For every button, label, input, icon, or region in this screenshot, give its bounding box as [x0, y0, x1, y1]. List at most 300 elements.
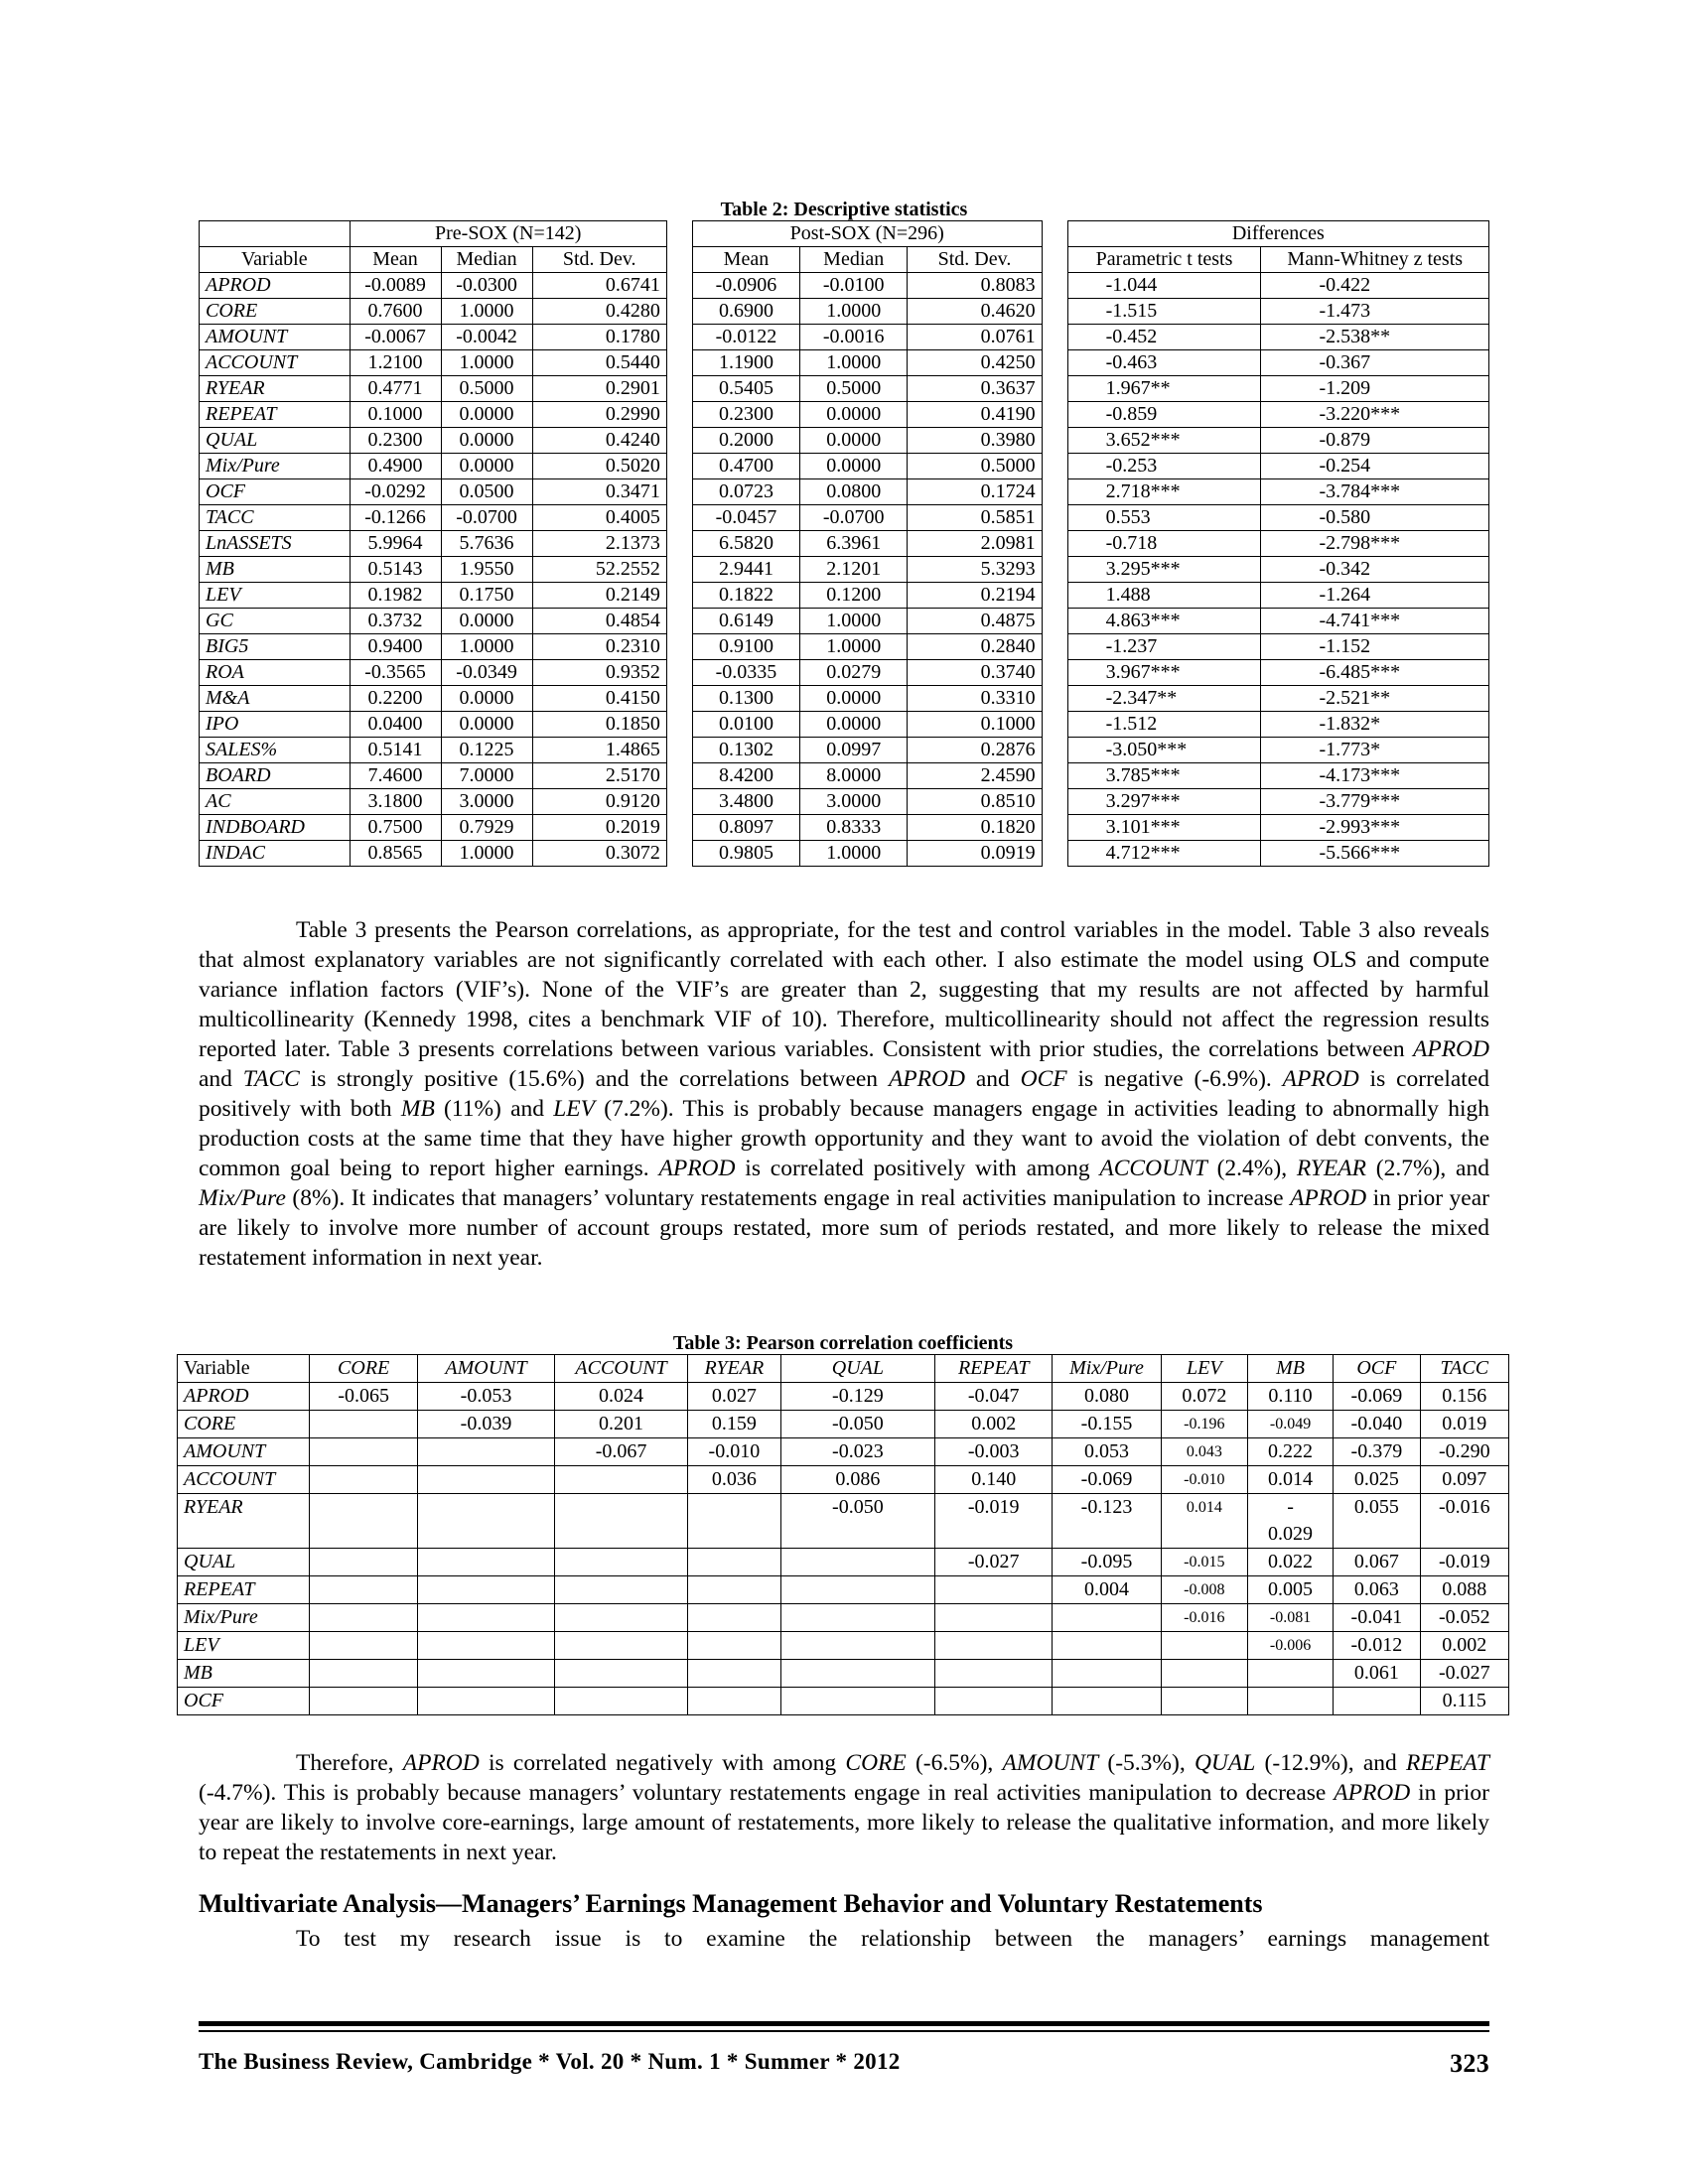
variable-name-cell: LEV	[178, 1632, 310, 1660]
table-cell	[1334, 1688, 1420, 1715]
table-cell: 0.1000	[908, 712, 1042, 738]
table-cell: 4.863***	[1067, 609, 1261, 634]
table-cell: 0.036	[688, 1466, 780, 1494]
table-cell: -0.003	[935, 1438, 1053, 1466]
table-cell: -2.538**	[1261, 325, 1489, 350]
table-cell: 0.5440	[532, 350, 666, 376]
variable-name-cell: GC	[200, 609, 351, 634]
table-cell: 0.6900	[692, 299, 799, 325]
table-cell: 0.115	[1420, 1688, 1508, 1715]
table-cell: 0.2000	[692, 428, 799, 454]
table-cell: -0.041	[1334, 1604, 1420, 1632]
variable-name-cell: AC	[200, 789, 351, 815]
variable-name-cell: QUAL	[178, 1549, 310, 1576]
table-cell: -0.049	[1247, 1411, 1333, 1438]
col-header: OCF	[1334, 1355, 1420, 1383]
table-cell: -1.473	[1261, 299, 1489, 325]
table-cell: -3.784***	[1261, 479, 1489, 505]
table-cell: 0.3980	[908, 428, 1042, 454]
table-cell: -0.027	[1420, 1660, 1508, 1688]
table-cell: 0.002	[1420, 1632, 1508, 1660]
table-cell: 0.2990	[532, 402, 666, 428]
table-cell: -0.367	[1261, 350, 1489, 376]
table-cell: 0.4771	[350, 376, 441, 402]
table-cell: 0.0500	[441, 479, 532, 505]
table-cell: 6.5820	[692, 531, 799, 557]
variable-name-cell: BIG5	[200, 634, 351, 660]
table-cell: 0.8333	[800, 815, 908, 841]
table-cell: 0.0723	[692, 479, 799, 505]
variable-name-cell: REPEAT	[200, 402, 351, 428]
table-cell: 0.053	[1053, 1438, 1161, 1466]
table-cell: 5.7636	[441, 531, 532, 557]
table-cell	[310, 1576, 418, 1604]
col-header: ACCOUNT	[554, 1355, 687, 1383]
table-cell: -2.521**	[1261, 686, 1489, 712]
col-header: Median	[800, 247, 908, 273]
col-header: RYEAR	[688, 1355, 780, 1383]
table-row	[178, 1466, 1509, 1494]
variable-name-cell: MB	[200, 557, 351, 583]
table-cell	[780, 1660, 935, 1688]
variable-name-cell: REPEAT	[178, 1576, 310, 1604]
table-cell: -0.155	[1053, 1411, 1161, 1438]
table-cell: 2.0981	[908, 531, 1042, 557]
table-cell: 0.0279	[800, 660, 908, 686]
col-header: REPEAT	[935, 1355, 1053, 1383]
table-row	[178, 1576, 1509, 1604]
table-row	[200, 299, 1489, 325]
table-cell	[554, 1549, 687, 1576]
table-row	[200, 583, 1489, 609]
table-cell: 0.0997	[800, 738, 908, 763]
variable-name-cell: ACCOUNT	[178, 1466, 310, 1494]
table-cell: 0.1225	[441, 738, 532, 763]
col-header: Mix/Pure	[1053, 1355, 1161, 1383]
pearson-correlation-table	[177, 1354, 1509, 1715]
table-cell: 0.9352	[532, 660, 666, 686]
page-number: 323	[1450, 2049, 1489, 2078]
table-cell: 0.5141	[350, 738, 441, 763]
variable-name-cell: APROD	[178, 1383, 310, 1411]
table-cell: -1.209	[1261, 376, 1489, 402]
table-cell: 0.063	[1334, 1576, 1420, 1604]
table-cell: -0.050	[780, 1411, 935, 1438]
table-cell	[688, 1604, 780, 1632]
table-cell	[418, 1549, 555, 1576]
table-cell: -0.019	[935, 1494, 1053, 1549]
table-cell: 0.4250	[908, 350, 1042, 376]
table-cell: 0.7500	[350, 815, 441, 841]
table-cell: -0.3565	[350, 660, 441, 686]
table-cell: 0.4190	[908, 402, 1042, 428]
table-cell: -0.010	[1161, 1466, 1247, 1494]
table-cell: -0.053	[418, 1383, 555, 1411]
variable-name-cell: AMOUNT	[178, 1438, 310, 1466]
table-row	[178, 1383, 1509, 1411]
table-cell: 0.4900	[350, 454, 441, 479]
table-cell: 0.4240	[532, 428, 666, 454]
table-cell: -0.0300	[441, 273, 532, 299]
table-cell: 0.0000	[441, 712, 532, 738]
table-cell: 0.2840	[908, 634, 1042, 660]
col-header: AMOUNT	[418, 1355, 555, 1383]
table-cell: 0.004	[1053, 1576, 1161, 1604]
table-cell: 0.201	[554, 1411, 687, 1438]
variable-name-cell: INDBOARD	[200, 815, 351, 841]
table-cell: 0.0000	[800, 428, 908, 454]
table-cell: -0.039	[418, 1411, 555, 1438]
table-cell	[935, 1688, 1053, 1715]
table-cell: 0.2901	[532, 376, 666, 402]
table-cell: -0.040	[1334, 1411, 1420, 1438]
descriptive-statistics-table	[199, 220, 1489, 867]
table-cell: 0.6741	[532, 273, 666, 299]
col-header: MB	[1247, 1355, 1333, 1383]
table-cell	[1247, 1494, 1333, 1549]
table-cell: 0.8097	[692, 815, 799, 841]
table-cell: 0.1302	[692, 738, 799, 763]
table-cell: 0.8510	[908, 789, 1042, 815]
section-heading: Multivariate Analysis—Managers’ Earnings Management Behavior and Voluntary Restatements	[199, 1889, 1263, 1918]
table-cell	[935, 1632, 1053, 1660]
table-cell: 0.3637	[908, 376, 1042, 402]
table-cell	[310, 1411, 418, 1438]
table-row	[178, 1688, 1509, 1715]
table-cell: 0.3471	[532, 479, 666, 505]
table-cell: -0.0067	[350, 325, 441, 350]
table-cell: 0.1850	[532, 712, 666, 738]
variable-name-cell: RYEAR	[200, 376, 351, 402]
table-cell	[418, 1660, 555, 1688]
table-cell: -0.012	[1334, 1632, 1420, 1660]
table-cell-line: -	[1287, 1496, 1294, 1518]
table-cell: 0.061	[1334, 1660, 1420, 1688]
table-cell: -5.566***	[1261, 841, 1489, 867]
col-header: CORE	[310, 1355, 418, 1383]
table-cell: 0.222	[1247, 1438, 1333, 1466]
table-cell	[1053, 1604, 1161, 1632]
table-cell: 0.014	[1161, 1494, 1247, 1549]
table-cell: 0.553	[1067, 505, 1261, 531]
table-cell: 0.1820	[908, 815, 1042, 841]
table-cell: 1.2100	[350, 350, 441, 376]
table-row	[200, 763, 1489, 789]
table-cell	[310, 1494, 418, 1549]
table-cell	[1053, 1660, 1161, 1688]
table-cell: -0.129	[780, 1383, 935, 1411]
variable-name-cell: M&A	[200, 686, 351, 712]
table-cell: 7.0000	[441, 763, 532, 789]
table-cell: -0.069	[1334, 1383, 1420, 1411]
table-cell: -0.065	[310, 1383, 418, 1411]
table-cell: 1.1900	[692, 350, 799, 376]
variable-name-cell: IPO	[200, 712, 351, 738]
table-cell: 2.9441	[692, 557, 799, 583]
table-cell: 0.2019	[532, 815, 666, 841]
table-cell: -6.485***	[1261, 660, 1489, 686]
col-header: Std. Dev.	[908, 247, 1042, 273]
table-cell: 6.3961	[800, 531, 908, 557]
table-row	[200, 428, 1489, 454]
table-cell: -0.067	[554, 1438, 687, 1466]
table-cell: 0.9120	[532, 789, 666, 815]
table-cell: 52.2552	[532, 557, 666, 583]
table-cell: 0.0000	[800, 454, 908, 479]
table-row	[200, 609, 1489, 634]
table-cell	[418, 1466, 555, 1494]
variable-name-cell: QUAL	[200, 428, 351, 454]
table-cell	[310, 1660, 418, 1688]
table-cell: 7.4600	[350, 763, 441, 789]
table-cell: 0.1300	[692, 686, 799, 712]
table-cell: 4.712***	[1067, 841, 1261, 867]
table-cell	[418, 1494, 555, 1549]
table-cell: 0.072	[1161, 1383, 1247, 1411]
table-cell: -0.008	[1161, 1576, 1247, 1604]
table-cell: 0.0000	[441, 428, 532, 454]
table-cell: 0.0100	[692, 712, 799, 738]
col-header: Std. Dev.	[532, 247, 666, 273]
table-row	[200, 634, 1489, 660]
table-cell: -1.512	[1067, 712, 1261, 738]
table-cell: 0.1200	[800, 583, 908, 609]
table-cell: 0.8565	[350, 841, 441, 867]
table-row	[200, 273, 1489, 299]
table-cell: 0.4150	[532, 686, 666, 712]
table-cell	[780, 1632, 935, 1660]
variable-name-cell: SALES%	[200, 738, 351, 763]
table-cell: 2.5170	[532, 763, 666, 789]
table-cell: 3.652***	[1067, 428, 1261, 454]
variable-name-cell: CORE	[178, 1411, 310, 1438]
table-cell: 0.5000	[800, 376, 908, 402]
table-cell	[688, 1632, 780, 1660]
table-cell: 0.019	[1420, 1411, 1508, 1438]
table-cell: -0.0335	[692, 660, 799, 686]
table-cell: -0.1266	[350, 505, 441, 531]
table-cell	[1247, 1660, 1333, 1688]
table-cell: -0.253	[1067, 454, 1261, 479]
table-cell: 0.0000	[441, 609, 532, 634]
table-cell: -0.0700	[441, 505, 532, 531]
table-cell: 3.4800	[692, 789, 799, 815]
table-cell	[1161, 1660, 1247, 1688]
post-sox-header: Post-SOX (N=296)	[692, 221, 1042, 247]
variable-name-cell: CORE	[200, 299, 351, 325]
table-cell: -0.015	[1161, 1549, 1247, 1576]
table-cell: -0.019	[1420, 1549, 1508, 1576]
variable-name-cell: LnASSETS	[200, 531, 351, 557]
table-cell: 0.4875	[908, 609, 1042, 634]
table-cell: 8.4200	[692, 763, 799, 789]
table-row	[200, 712, 1489, 738]
table-cell: 8.0000	[800, 763, 908, 789]
table-cell: 0.4700	[692, 454, 799, 479]
negative-correlation-paragraph: Therefore, APROD is correlated negatively with among CORE (-6.5%), AMOUNT (-5.3%), QUAL (-12.9%), and REPEAT (-4.7%). This is probably because managers’ voluntary restatements engage in real activities manipulation to decrease APROD in prior year are likely to involve core-earnings, large amount of restatements, more likely to release the qualitative information, and more likely to repeat the restatements in next year.	[199, 1750, 1489, 1865]
table-cell: 0.140	[935, 1466, 1053, 1494]
table-cell: -1.773*	[1261, 738, 1489, 763]
table-cell: -0.254	[1261, 454, 1489, 479]
table-cell: 3.101***	[1067, 815, 1261, 841]
table-row	[200, 815, 1489, 841]
table-cell	[935, 1660, 1053, 1688]
table-row	[200, 350, 1489, 376]
table-cell: 1.0000	[800, 841, 908, 867]
table-cell: -3.220***	[1261, 402, 1489, 428]
table-cell	[935, 1576, 1053, 1604]
variable-name-cell: ACCOUNT	[200, 350, 351, 376]
table-cell: 0.1750	[441, 583, 532, 609]
table-cell: 1.0000	[800, 609, 908, 634]
table-cell: -1.264	[1261, 583, 1489, 609]
pre-sox-header: Pre-SOX (N=142)	[350, 221, 666, 247]
table-cell: -0.069	[1053, 1466, 1161, 1494]
table-cell	[554, 1688, 687, 1715]
table-cell: -0.081	[1247, 1604, 1333, 1632]
table-cell	[418, 1688, 555, 1715]
table-cell: 0.0800	[800, 479, 908, 505]
table-row	[178, 1438, 1509, 1466]
table-cell: 1.0000	[800, 299, 908, 325]
table-cell: 0.0919	[908, 841, 1042, 867]
table-cell: -0.0906	[692, 273, 799, 299]
variable-name-cell: RYEAR	[178, 1494, 310, 1549]
correlation-discussion-paragraph: Table 3 presents the Pearson correlations, as appropriate, for the test and control variables in the model. Table 3 also reveals that almost explanatory variables are not significantly correlated with each other. I also estimate the model using OLS and compute variance inflation factors (VIF’s). None of the VIF’s are greater than 2, suggesting that my results are not affected by harmful multicollinearity (Kennedy 1998, cites a benchmark VIF of 10). Therefore, multicollinearity should not affect the regression results reported later. Table 3 presents correlations between various variables. Consistent with prior studies, the correlations between APROD and TACC is strongly positive (15.6%) and the correlations between APROD and OCF is negative (-6.9%). APROD is correlated positively with both MB (11%) and LEV (7.2%). This is probably because managers engage in activities leading to abnormally high production costs at the same time that they have higher growth opportunity and they want to avoid the violation of debt convents, the common goal being to report higher earnings. APROD is correlated positively with among ACCOUNT (2.4%), RYEAR (2.7%), and Mix/Pure (8%). It indicates that managers’ voluntary restatements engage in real activities manipulation to increase APROD in prior year are likely to involve more number of account groups restated, more sum of periods restated, and more likely to release the mixed restatement information in next year.	[199, 917, 1490, 1271]
table-cell: 5.9964	[350, 531, 441, 557]
table3-caption: Table 3: Pearson correlation coefficients	[672, 1332, 1014, 1354]
table-cell	[310, 1688, 418, 1715]
table-cell: 0.025	[1334, 1466, 1420, 1494]
table-cell: -0.0122	[692, 325, 799, 350]
table-cell: 3.967***	[1067, 660, 1261, 686]
differences-header: Differences	[1067, 221, 1488, 247]
table-cell: 0.4620	[908, 299, 1042, 325]
table-cell: -0.006	[1247, 1632, 1333, 1660]
table-cell	[418, 1604, 555, 1632]
table-cell	[310, 1438, 418, 1466]
table-cell: 0.7929	[441, 815, 532, 841]
table-cell: -1.152	[1261, 634, 1489, 660]
table-cell: 0.3310	[908, 686, 1042, 712]
table-cell	[1053, 1688, 1161, 1715]
table-cell	[688, 1549, 780, 1576]
table-row	[200, 531, 1489, 557]
table-cell: 2.1201	[800, 557, 908, 583]
table-cell	[554, 1660, 687, 1688]
table-cell: 0.5000	[441, 376, 532, 402]
footer-rule-thick	[199, 2021, 1489, 2026]
table-cell	[310, 1632, 418, 1660]
table-cell: -1.832*	[1261, 712, 1489, 738]
table-cell: -0.290	[1420, 1438, 1508, 1466]
table-cell	[688, 1660, 780, 1688]
table-cell: 0.0000	[441, 686, 532, 712]
table-cell: -0.047	[935, 1383, 1053, 1411]
col-header: Variable	[178, 1355, 310, 1383]
table-cell: 0.4280	[532, 299, 666, 325]
table-row	[200, 454, 1489, 479]
table-cell: 1.967**	[1067, 376, 1261, 402]
section-paragraph: To test my research issue is to examine the relationship between the managers’ earnings management	[296, 1926, 1489, 1952]
table-cell	[1247, 1688, 1333, 1715]
table-cell: 0.1982	[350, 583, 441, 609]
table-cell: -0.718	[1067, 531, 1261, 557]
table-cell: -0.027	[935, 1549, 1053, 1576]
table-cell: -0.452	[1067, 325, 1261, 350]
table-cell	[310, 1466, 418, 1494]
table-cell: -0.0457	[692, 505, 799, 531]
col-header: Variable	[200, 247, 351, 273]
table-cell	[554, 1494, 687, 1549]
table-cell: -3.050***	[1067, 738, 1261, 763]
table-cell: -4.741***	[1261, 609, 1489, 634]
table-cell: 3.0000	[800, 789, 908, 815]
table-cell: -0.095	[1053, 1549, 1161, 1576]
table-cell: 2.1373	[532, 531, 666, 557]
table-cell-line: 0.029	[1268, 1523, 1314, 1545]
table-cell: 0.6149	[692, 609, 799, 634]
table-cell	[688, 1576, 780, 1604]
table-cell: 0.1822	[692, 583, 799, 609]
table-row	[178, 1660, 1509, 1688]
table-cell: 0.2149	[532, 583, 666, 609]
table-cell: 0.3072	[532, 841, 666, 867]
table-cell: 0.043	[1161, 1438, 1247, 1466]
table-cell: 0.3740	[908, 660, 1042, 686]
table-cell	[418, 1632, 555, 1660]
table-cell: 3.0000	[441, 789, 532, 815]
table-cell	[418, 1576, 555, 1604]
variable-name-cell: TACC	[200, 505, 351, 531]
table-cell	[418, 1438, 555, 1466]
table-cell: 0.3732	[350, 609, 441, 634]
col-header: TACC	[1420, 1355, 1508, 1383]
table-cell: 2.718***	[1067, 479, 1261, 505]
table-cell: 0.022	[1247, 1549, 1333, 1576]
table-cell: 0.9400	[350, 634, 441, 660]
table-cell: -0.0292	[350, 479, 441, 505]
table-cell: 0.5000	[908, 454, 1042, 479]
table-cell: 0.088	[1420, 1576, 1508, 1604]
table-cell: 0.086	[780, 1466, 935, 1494]
table-cell: 1.4865	[532, 738, 666, 763]
table-cell: 0.156	[1420, 1383, 1508, 1411]
table-cell	[554, 1466, 687, 1494]
table-cell: -0.859	[1067, 402, 1261, 428]
table-cell: 0.2300	[350, 428, 441, 454]
variable-name-cell: LEV	[200, 583, 351, 609]
col-header: Mean	[350, 247, 441, 273]
table-cell: -2.347**	[1067, 686, 1261, 712]
col-header: Parametric t tests	[1067, 247, 1261, 273]
table-cell: 1.0000	[800, 634, 908, 660]
table-cell: 0.9805	[692, 841, 799, 867]
table-cell: -0.0042	[441, 325, 532, 350]
table-row	[200, 402, 1489, 428]
table-row	[200, 376, 1489, 402]
table-cell: 1.0000	[441, 841, 532, 867]
table-cell: -0.0089	[350, 273, 441, 299]
table-cell: 0.5405	[692, 376, 799, 402]
table-cell: 0.1000	[350, 402, 441, 428]
table-cell: -0.016	[1420, 1494, 1508, 1549]
table-cell	[554, 1632, 687, 1660]
table-cell: -0.342	[1261, 557, 1489, 583]
footer-rule-thin	[199, 2030, 1489, 2032]
table-cell: 0.027	[688, 1383, 780, 1411]
table-cell: 2.4590	[908, 763, 1042, 789]
